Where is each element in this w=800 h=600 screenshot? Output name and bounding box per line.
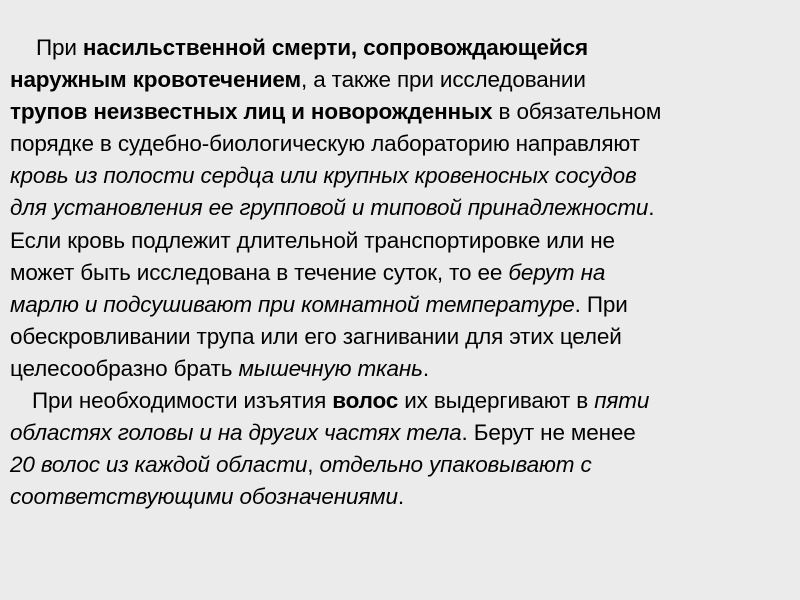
italic-text: 20 волос из каждой области [10,452,308,478]
plain-text: , а также при исследовании [301,67,586,93]
text-line [10,32,795,64]
text-line [10,64,795,96]
text-line [10,321,795,353]
plain-text: . Берут не менее [461,420,636,446]
italic-text: мышечную ткань [238,355,423,381]
bold-text: волос [332,388,399,414]
italic-text: марлю и подсушивают при комнатной температуре [10,291,575,317]
text-line [10,257,795,289]
italic-text: кровь из полости сердца или крупных кровеносных сосудов [10,163,637,189]
bold-text: насильственной смерти, сопровождающейся [82,35,588,60]
text-line [10,481,795,513]
text-line [10,385,795,417]
plain-text: . [397,484,404,510]
plain-text: обескровливании трупа или его загнивании для этих целей [10,323,622,349]
text-line [10,449,795,481]
plain-text: . [648,195,655,221]
bold-text: трупов неизвестных лиц и новорожденных [10,99,493,125]
text-line [10,289,795,321]
plain-text: При [36,35,83,60]
text-line [10,417,795,449]
text-line [10,160,795,192]
plain-text: может быть исследована в течение суток, то ее [10,259,509,285]
plain-text: Если кровь подлежит длительной транспортировке или не [10,227,615,253]
plain-text: . При [574,291,628,317]
text-line [10,225,795,257]
plain-text: их выдергивают в [398,388,595,414]
italic-text: для установления ее групповой и типовой принадлежности [10,195,649,221]
italic-text: пяти [594,388,650,414]
text-line [10,96,795,128]
italic-text: отдельно упаковывают с [319,452,592,478]
italic-text: берут на [508,259,606,285]
plain-text: , [307,452,320,478]
body-text [10,32,795,513]
plain-text: При необходимости изъятия [32,388,333,414]
plain-text: в обязательном [492,99,662,125]
text-line [10,128,795,160]
plain-text: порядке в судебно-биологическую лабораторию направляют [10,131,640,157]
italic-text: соответствующими обозначениями [10,484,398,510]
italic-text: областях головы и на других частях тела [10,420,462,446]
plain-text: целесообразно брать [10,355,239,381]
plain-text: . [422,355,429,381]
text-line [10,353,795,385]
text-line [10,192,795,224]
bold-text: наружным кровотечением [10,67,301,93]
